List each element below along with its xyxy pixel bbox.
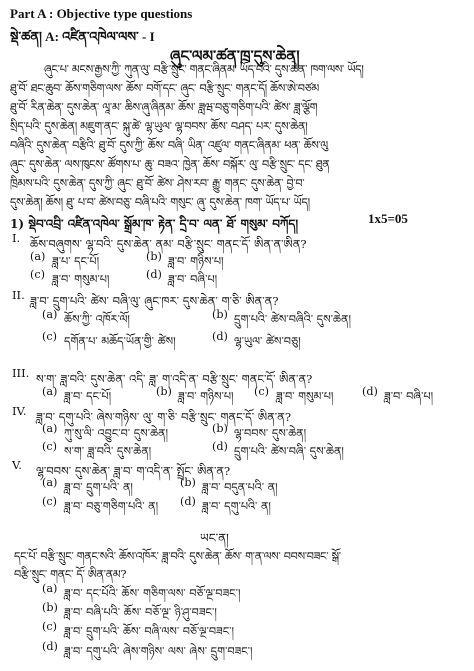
option-text: ཀུ་སུ་ལི་ འབྱུང་བ་ དུས་ཆེན།	[64, 427, 168, 440]
option-text: ཟླ་བ་ གཉིས་པ།	[178, 390, 234, 403]
option-key[interactable]: (b)	[212, 308, 228, 321]
intro-line: ཐུ་བོ་ ཐང་ཆུབ་ ཆོས་གཅིག་ལས་ ཆོས་ བགོ་དང་ ཞུང་ བརྩི་སྲུང་ གནང་དོ། ཆོས་ཨེ་བཙམ	[10, 82, 319, 95]
option-key[interactable]: (a)	[42, 582, 58, 595]
option-text: ལྷ་ཡུལ་ ཚེས་བཅུ།	[234, 335, 301, 348]
question-text: ས་ག་ ཟླ་བའི་ དུས་ཆེན་ འདི་ ཟླ་ ག་འདི་ན་ བརྩི་སྲུང་ གནང་དོ་ ཨིན་ན?	[36, 372, 313, 386]
option-text: ཟླ་བ་ བཞི་པ།	[384, 390, 434, 403]
option-text: དགོན་པ་ མཆོད་ཡོན་གྱི་ ཚེས།	[64, 335, 176, 348]
section-heading: སྡེ་ཚན། A: འཛིན་འཁེལ་ལས་ - I	[10, 29, 155, 44]
option-key[interactable]: (c)	[42, 495, 57, 508]
option-key[interactable]: (a)	[42, 308, 58, 321]
option-text: ལྷ་བབས་ དུས་ཆེན།	[234, 427, 307, 440]
option-key[interactable]: (b)	[212, 422, 228, 435]
question-text: ཆོས་བཞུགས་ ལྷ་བའི་ དུས་ཆེན་ ནམ་ བརྩི་སྲུང་ གནང་དོ་ ཨིན་ན་ཨིན?	[30, 237, 307, 251]
question-text: དང་པོ་ བརྩི་སྲུང་ གནང་སའི་ ཆོས་འཁོར་ ཟླ་བའི་ དུས་ཆེན་ ཆོས་ ག་ན་ལས་ བབས་བཟང་ སྒོ་	[14, 550, 341, 563]
option-key[interactable]: (c)	[30, 268, 45, 281]
option-text: དྲུག་པའི་ ཚེས་བཞི་ དུས་ཆེན།	[234, 445, 344, 458]
page-title: ཞུང་ལམ་ཚན་ཁྲ་དུས་ཆེན།	[170, 47, 300, 65]
option-key[interactable]: (d)	[146, 268, 162, 281]
option-text: ཟླ་བ་ བཞི་པའི་ ཆོས་ བཅོ་ལྔ་ ཉི་ཤུ་བཟང་།	[64, 606, 217, 619]
option-key[interactable]: (c)	[42, 620, 57, 633]
option-text: ཟླ་བ་ བཞི་པ།	[168, 273, 218, 286]
or-separator: ཡང་ན།	[200, 531, 229, 545]
option-key[interactable]: (d)	[212, 440, 228, 453]
option-text: ཟླ་བ་ བཅུ་གཅིག་པའི་ ན།	[64, 500, 159, 513]
option-text: དྲུག་པའི་ ཚེས་བཞིའི་ དུས་ཆེན།	[234, 313, 351, 326]
part-heading: Part A : Objective type questions	[10, 6, 193, 21]
intro-line: སྲིད་པའི་ དུས་ཆེན། མཇུག་ནང་ སྐུ་ཚེ་ ལྷ་ཡུལ་ ལྷ་བབས་ ཆོས་ བཤད་ པར་ དུས་ཆེན།	[10, 120, 308, 133]
option-text: ཆོས་ཀྱི་ འཁོར་ལོ།	[64, 313, 130, 326]
question-number: V.	[12, 458, 22, 472]
option-key[interactable]: (d)	[362, 385, 378, 398]
option-key[interactable]: (a)	[42, 422, 58, 435]
question-number: I.	[12, 231, 21, 245]
intro-line: བཞིའི་ དུས་ཆེན་ བརྩིའི་ ཐུ་བོ་ དུས་ཀྱི་ ཆོས་ བཞི་ ཡིན་ འཛུལ་ གནང་ཞིནམ་ ཕན་ ཆོས་ལུ	[10, 139, 328, 152]
intro-line: ཞུང་ དུས་ཆེན་ ལས་ཁུངས་ ཚོགས་པ་ ཆུ་ བཟའ་ ཁྱེན་ ཆོས་ བསྐོར་ ལུ་ བརྩི་སྲུང་ དང་ ཐུན	[10, 158, 330, 171]
option-text: ཟླ་བ་ གཉིས་པ།	[168, 255, 224, 268]
option-key[interactable]: (d)	[212, 330, 228, 343]
question-text: བརྩི་སྲུང་ གནང་ དོ་ ཨིན་ནམ?	[14, 568, 127, 581]
option-key[interactable]: (b)	[156, 385, 172, 398]
question-number: IV.	[12, 404, 27, 418]
question-text: ལྷ་བབས་ དུས་ཆེན་ ཟླ་བ་ ག་འདི་ན་ སྤྲོང་ ཨིན་ན?	[36, 464, 231, 478]
option-key[interactable]: (c)	[42, 440, 57, 453]
option-text: ཟླ་བ་ དང་པོ།	[64, 390, 112, 403]
option-text: ཟླ་བ་ དྲུག་པའི་ ན།	[64, 481, 133, 494]
option-key[interactable]: (c)	[254, 385, 269, 398]
intro-line: དུས་ཆེན། ཆོས། ཐུ་ པ་བ་ ཚེས་བཅུ་ བཞི་པའི་ གསུང་ ཞུ་ དུས་ཆེན་ ཁག་ ཡོད་པ་ ཡོད།	[10, 196, 310, 209]
option-text: ཟླ་བ་ དྲུག་པའི་ ཆོས་ བཞི་ལས་ བཅོ་ལྔ་བཟང་།	[64, 625, 235, 638]
option-text: ས་ག་ ཟླ་བའི་ དུས་ཆེན།	[64, 445, 152, 458]
option-key[interactable]: (a)	[30, 250, 46, 263]
option-key[interactable]: (b)	[146, 250, 162, 263]
option-key[interactable]: (c)	[42, 330, 57, 343]
option-text: ཟླ་བ་ དགུ་པའི་ ན།	[202, 500, 271, 513]
option-text: ཟླ་པ་ དང་པོ།	[52, 255, 100, 268]
question-number: III.	[12, 366, 30, 380]
option-key[interactable]: (d)	[180, 495, 196, 508]
question-instruction: 1) སྡེབ་འབྲི་ འཛིན་འཁེལ་ སྒྲོམ་ཁ་ རྟེན་ དྲི་བ་ ལན་ ཐོ་ གསུམ་ བཀོད།	[10, 217, 298, 231]
option-text: ཟླ་བ་ གསུམ་པ།	[52, 273, 110, 286]
question-text: ཟླ་བ་ དྲུག་པའི་ ཚེས་ བཞི་ལུ་ ཞུང་ཁར་ དུས་ཆེན་ ག་ཅི་ ཨིན་ན?	[30, 294, 279, 308]
option-key[interactable]: (a)	[42, 385, 58, 398]
intro-line: ཐུ་བོ་ རིན་ཆེན་ དུས་ཆེན་ ལཱ་མ་ ཆིས་ཞུ་ཞིནམ་ ཆོས་ ཟླཝ་བཅུ་གཅིག་པའི་ ཚེས་ ཟླ་ལྕོག	[10, 101, 318, 114]
option-key[interactable]: (d)	[42, 640, 58, 653]
option-text: ཟླ་བ་ དགུ་པའི་ ཞེས་གཉིས་ ལས་ ཞེས་ དྲུག་བཟང་།	[64, 645, 253, 658]
option-key[interactable]: (a)	[42, 476, 58, 489]
question-text: ཟླ་བ་ དགུ་པའི་ ཞེས་གཉིས་ ལུ་ ག་ཅི་ བརྩི་སྲུང་ གནང་དོ་ ཨིན་ན?	[36, 410, 292, 424]
option-text: ཟླ་བ་ དང་པོའི་ ཆོས་ གཅིག་ལས་ བཅོ་ལྔ་བཟང་།	[64, 587, 241, 600]
question-number: II.	[12, 288, 25, 302]
intro-line: ཁྲིམས་པའི་ དུས་ཆེན་ དུས་ཀྱི་ ཞུང་ ཐུ་བོ་ ཚེས་ ཤེས་རབ་ རྒྱུ་ གནང་ དུས་ཆེན་ བྱེ་བ་	[10, 177, 305, 190]
score-label: 1x5=05	[368, 211, 408, 226]
option-key[interactable]: (b)	[180, 476, 196, 489]
option-text: ཟླ་བ་ གསུམ་པ།	[276, 390, 334, 403]
option-key[interactable]: (b)	[42, 601, 58, 614]
option-text: ཟླ་བ་ བདུན་པའི་ ན།	[202, 481, 278, 494]
intro-line: ཞུང་པ་ མངས་རྒྱས་ཀྱི་ ཀུན་ལུ་ བརྩི་སྲུང་ གནང་ཞིནམ་ ཡོད་པའི་ དུས་ཆེན་ ཁག་ལས་ ཡོད།	[44, 63, 364, 76]
